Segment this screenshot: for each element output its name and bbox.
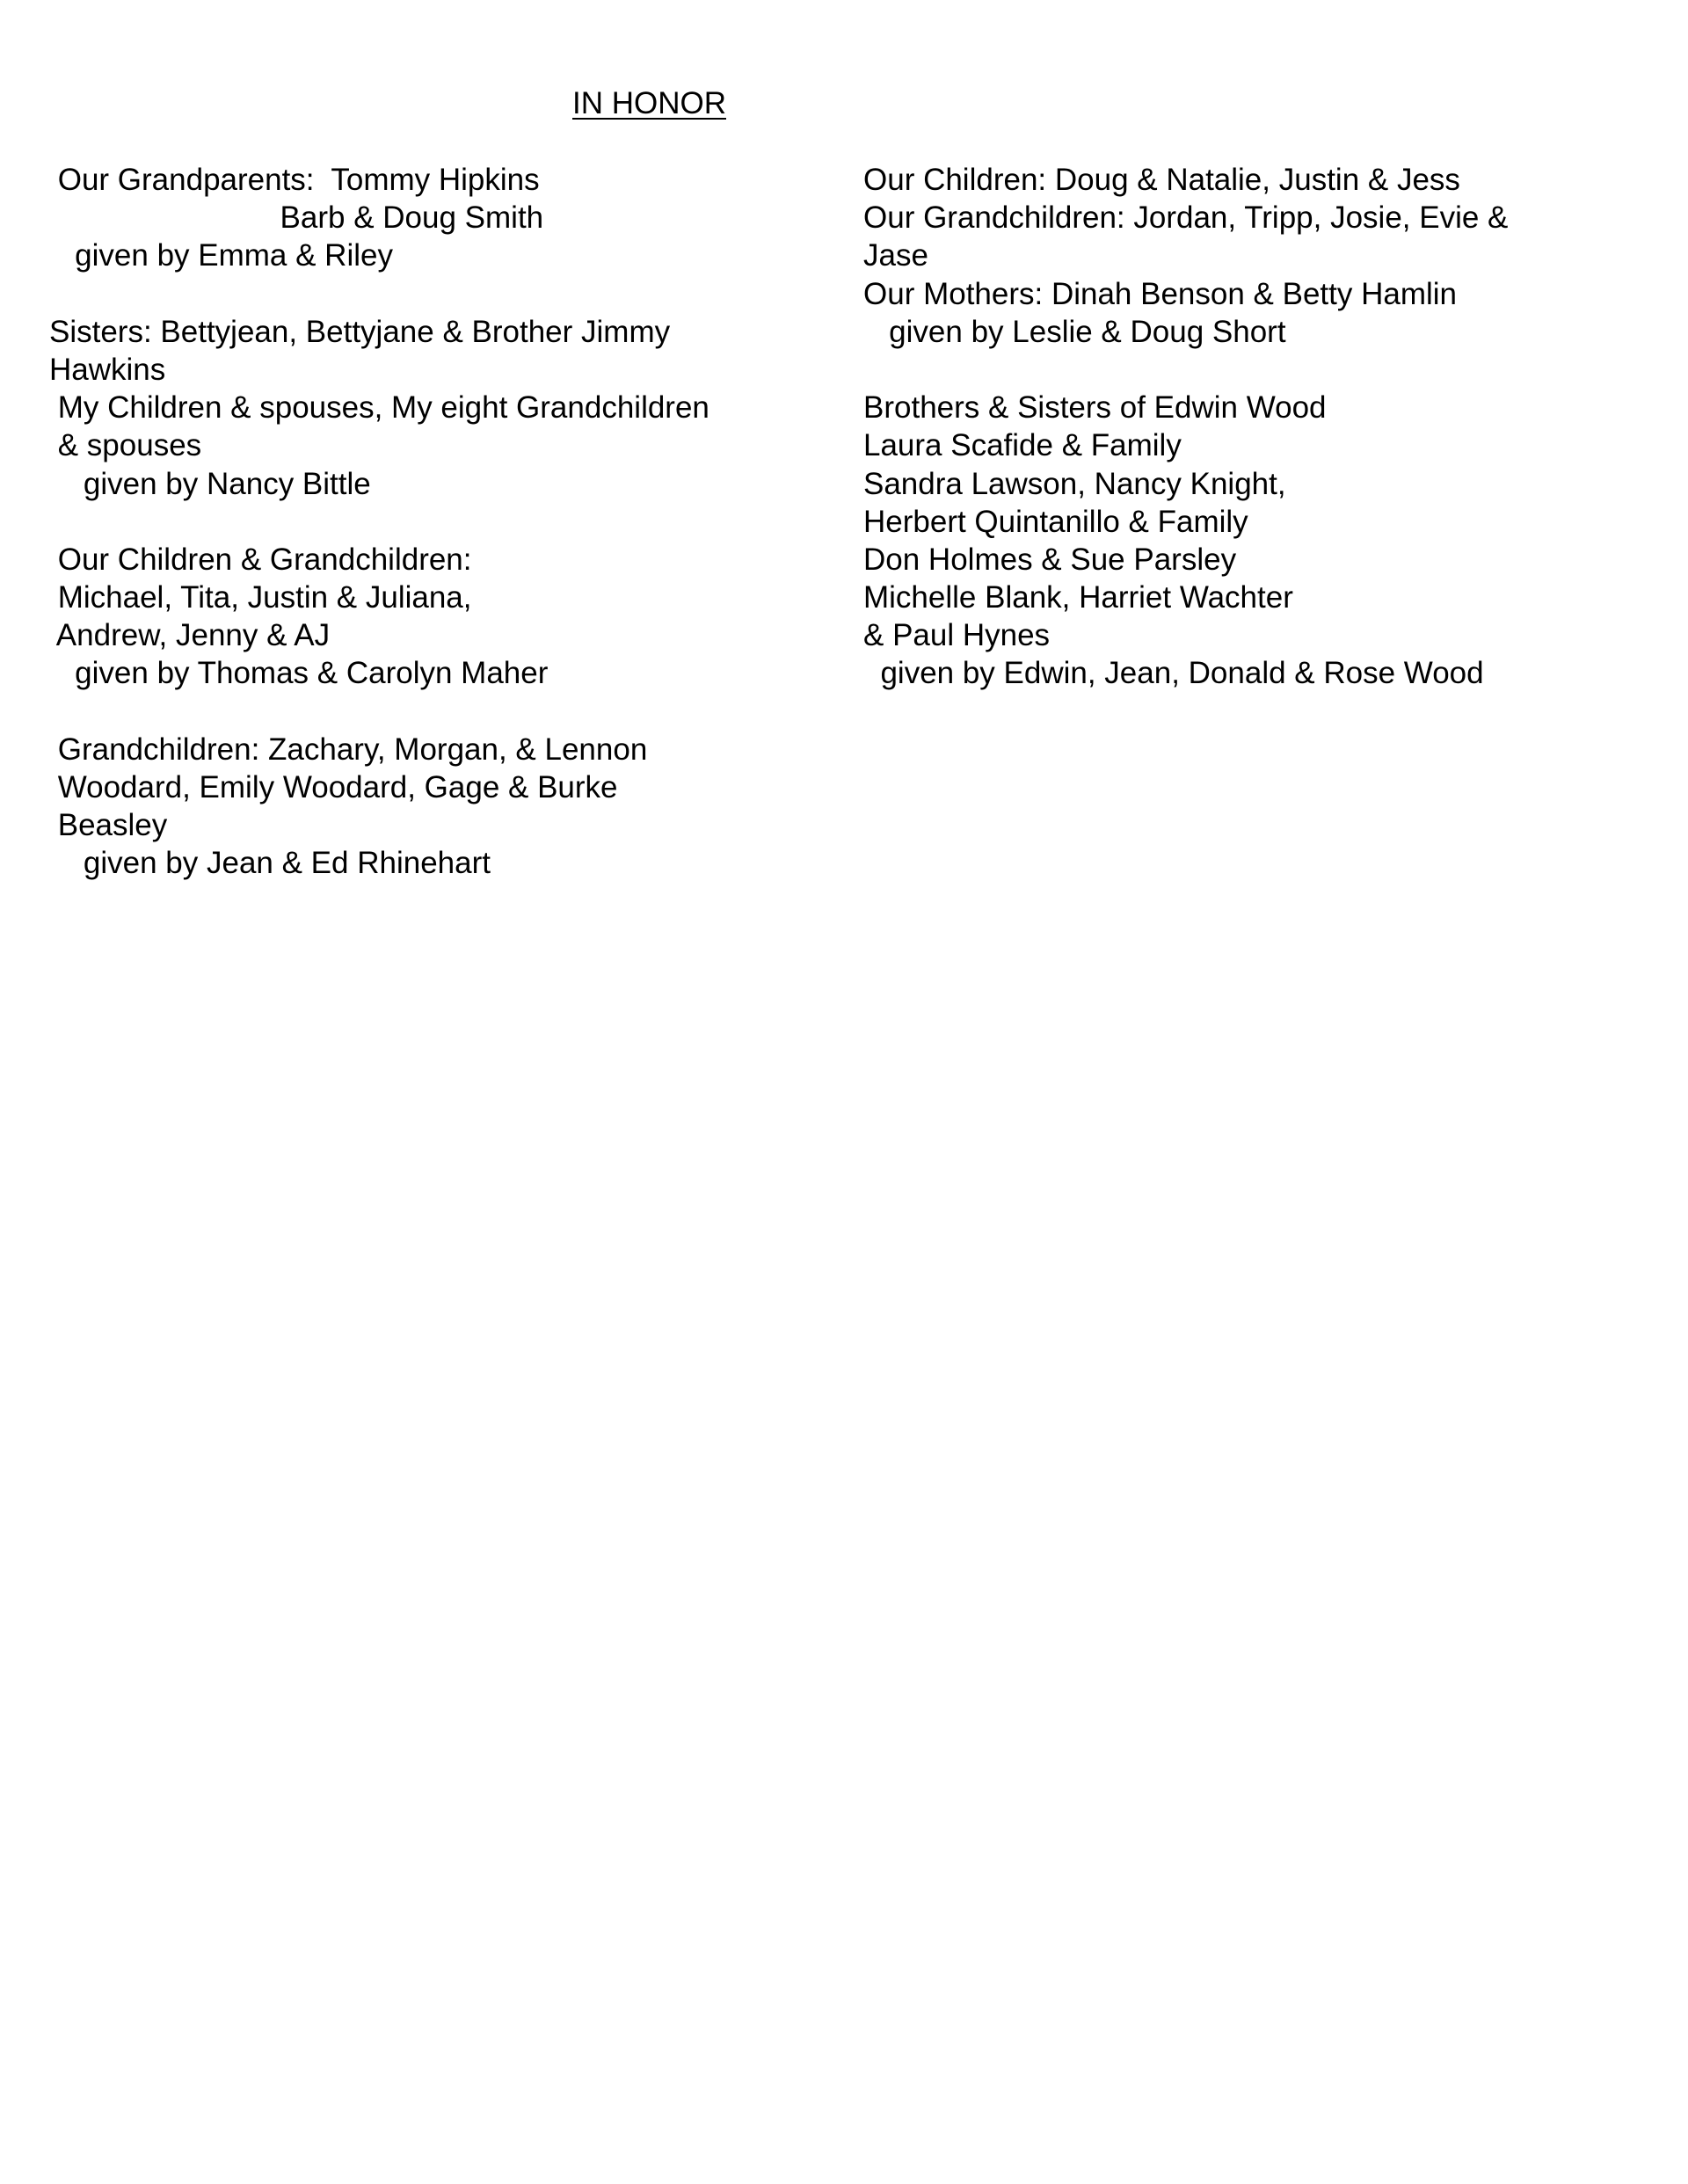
honor-line: Sandra Lawson, Nancy Knight, bbox=[863, 466, 1286, 501]
honor-line: Our Children & Grandchildren: bbox=[49, 542, 472, 577]
spacer bbox=[49, 275, 823, 313]
spacer bbox=[863, 351, 1655, 389]
left-column bbox=[49, 161, 823, 883]
given-by-line: given by Emma & Riley bbox=[49, 238, 393, 273]
honor-line: Brothers & Sisters of Edwin Wood bbox=[863, 390, 1327, 426]
honor-line: Our Grandparents: Tommy Hipkins bbox=[49, 163, 540, 197]
given-by-line: given by Nancy Bittle bbox=[49, 466, 371, 501]
given-by-line: given by Edwin, Jean, Donald & Rose Wood bbox=[863, 656, 1484, 691]
honor-line: Jase bbox=[863, 238, 928, 273]
honor-line: Woodard, Emily Woodard, Gage & Burke bbox=[49, 770, 618, 804]
honor-line: Laura Scafide & Family bbox=[863, 428, 1182, 463]
honor-line: Our Grandchildren: Jordan, Tripp, Josie, Evie & bbox=[863, 200, 1509, 236]
given-by-line: given by Jean & Ed Rhinehart bbox=[49, 846, 491, 881]
honor-line: Michelle Blank, Harriet Wachter bbox=[863, 580, 1293, 615]
given-by-line: given by Leslie & Doug Short bbox=[863, 314, 1286, 349]
honor-line: Grandchildren: Zachary, Morgan, & Lennon bbox=[49, 732, 648, 767]
honor-line: & spouses bbox=[49, 428, 202, 463]
given-by-line: given by Thomas & Carolyn Maher bbox=[49, 656, 549, 691]
honor-line: Herbert Quintanillo & Family bbox=[863, 504, 1248, 539]
spacer bbox=[49, 503, 823, 541]
honor-line: Don Holmes & Sue Parsley bbox=[863, 542, 1237, 577]
honor-line: My Children & spouses, My eight Grandchildren bbox=[49, 390, 709, 426]
honor-line: Sisters: Bettyjean, Bettyjane & Brother Jimmy bbox=[49, 314, 671, 349]
page-heading: IN HONOR bbox=[572, 86, 726, 120]
honor-line: Michael, Tita, Justin & Juliana, bbox=[49, 580, 472, 615]
honor-line: Andrew, Jenny & AJ bbox=[49, 618, 331, 653]
spacer bbox=[49, 693, 823, 731]
honor-line: Beasley bbox=[49, 808, 168, 843]
honor-line: Barb & Doug Smith bbox=[49, 200, 544, 236]
honor-line: Our Mothers: Dinah Benson & Betty Hamlin bbox=[863, 276, 1458, 311]
right-column bbox=[863, 161, 1655, 693]
honor-line: Our Children: Doug & Natalie, Justin & Jess bbox=[863, 163, 1460, 197]
honor-line: & Paul Hynes bbox=[863, 618, 1051, 653]
honor-line: Hawkins bbox=[49, 352, 166, 387]
